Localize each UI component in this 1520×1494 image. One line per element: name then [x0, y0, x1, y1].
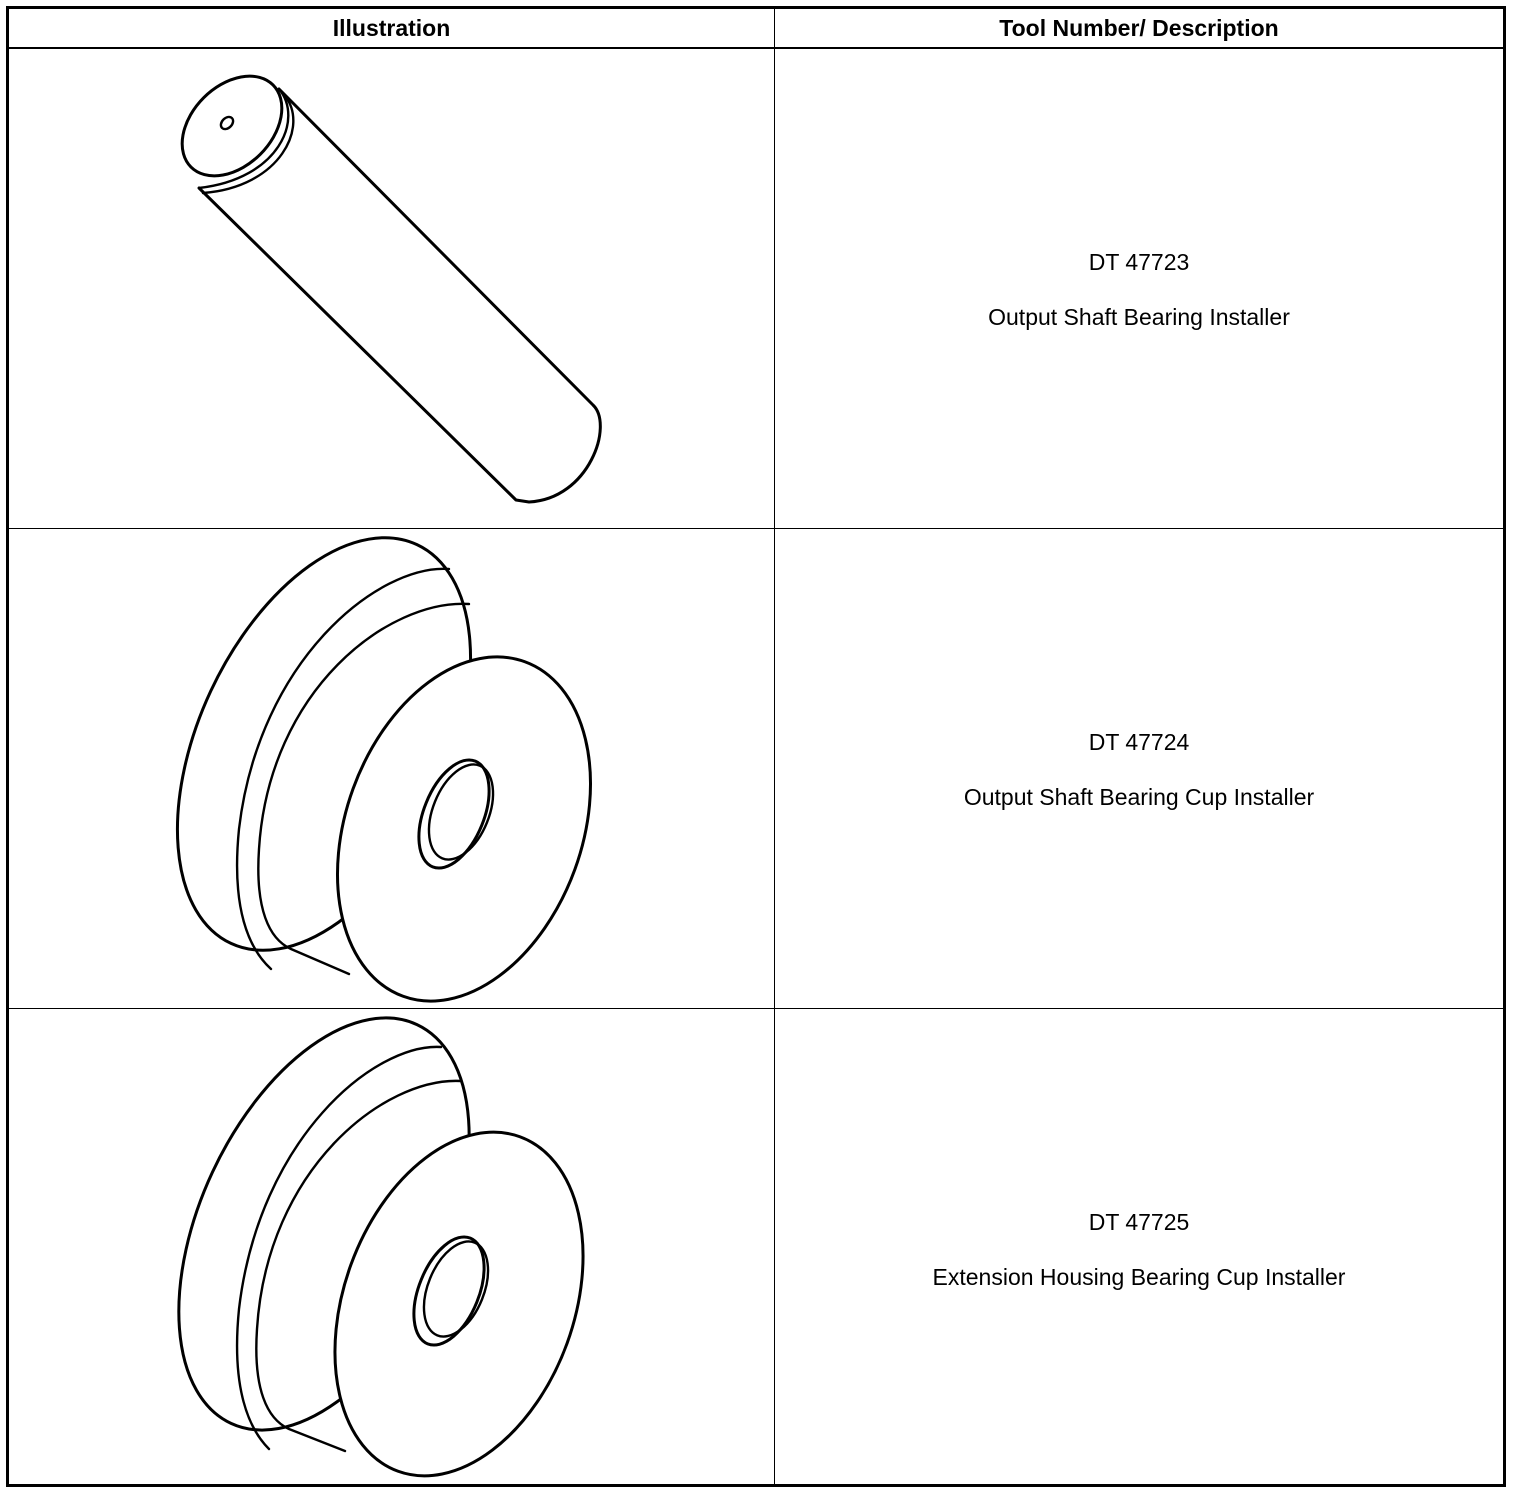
header-illustration: Illustration [332, 14, 451, 41]
table-row [9, 1009, 1503, 1489]
description-cell [775, 1009, 1503, 1489]
illustration-cell [9, 1009, 774, 1489]
table-row [9, 529, 1503, 1009]
cylinder-shaft-installer-icon [9, 49, 774, 529]
illustration-cell [9, 529, 774, 1008]
tool-description: Output Shaft Bearing Cup Installer [963, 784, 1315, 810]
table-header-row [9, 9, 1503, 49]
description-cell [775, 529, 1503, 1008]
tool-number: DT 47723 [1088, 249, 1190, 275]
tool-number: DT 47725 [1088, 1209, 1190, 1235]
description-cell [775, 49, 1503, 528]
tool-description: Extension Housing Bearing Cup Installer [932, 1264, 1346, 1290]
header-tool-number-description: Tool Number/ Description [999, 14, 1279, 41]
stepped-disc-installer-icon [9, 1009, 774, 1489]
illustration-cell [9, 49, 774, 528]
table-row [9, 49, 1503, 529]
stepped-disc-installer-icon [9, 529, 774, 1009]
tool-table [6, 6, 1506, 1487]
tool-number: DT 47724 [1088, 729, 1190, 755]
tool-description: Output Shaft Bearing Installer [988, 304, 1290, 330]
